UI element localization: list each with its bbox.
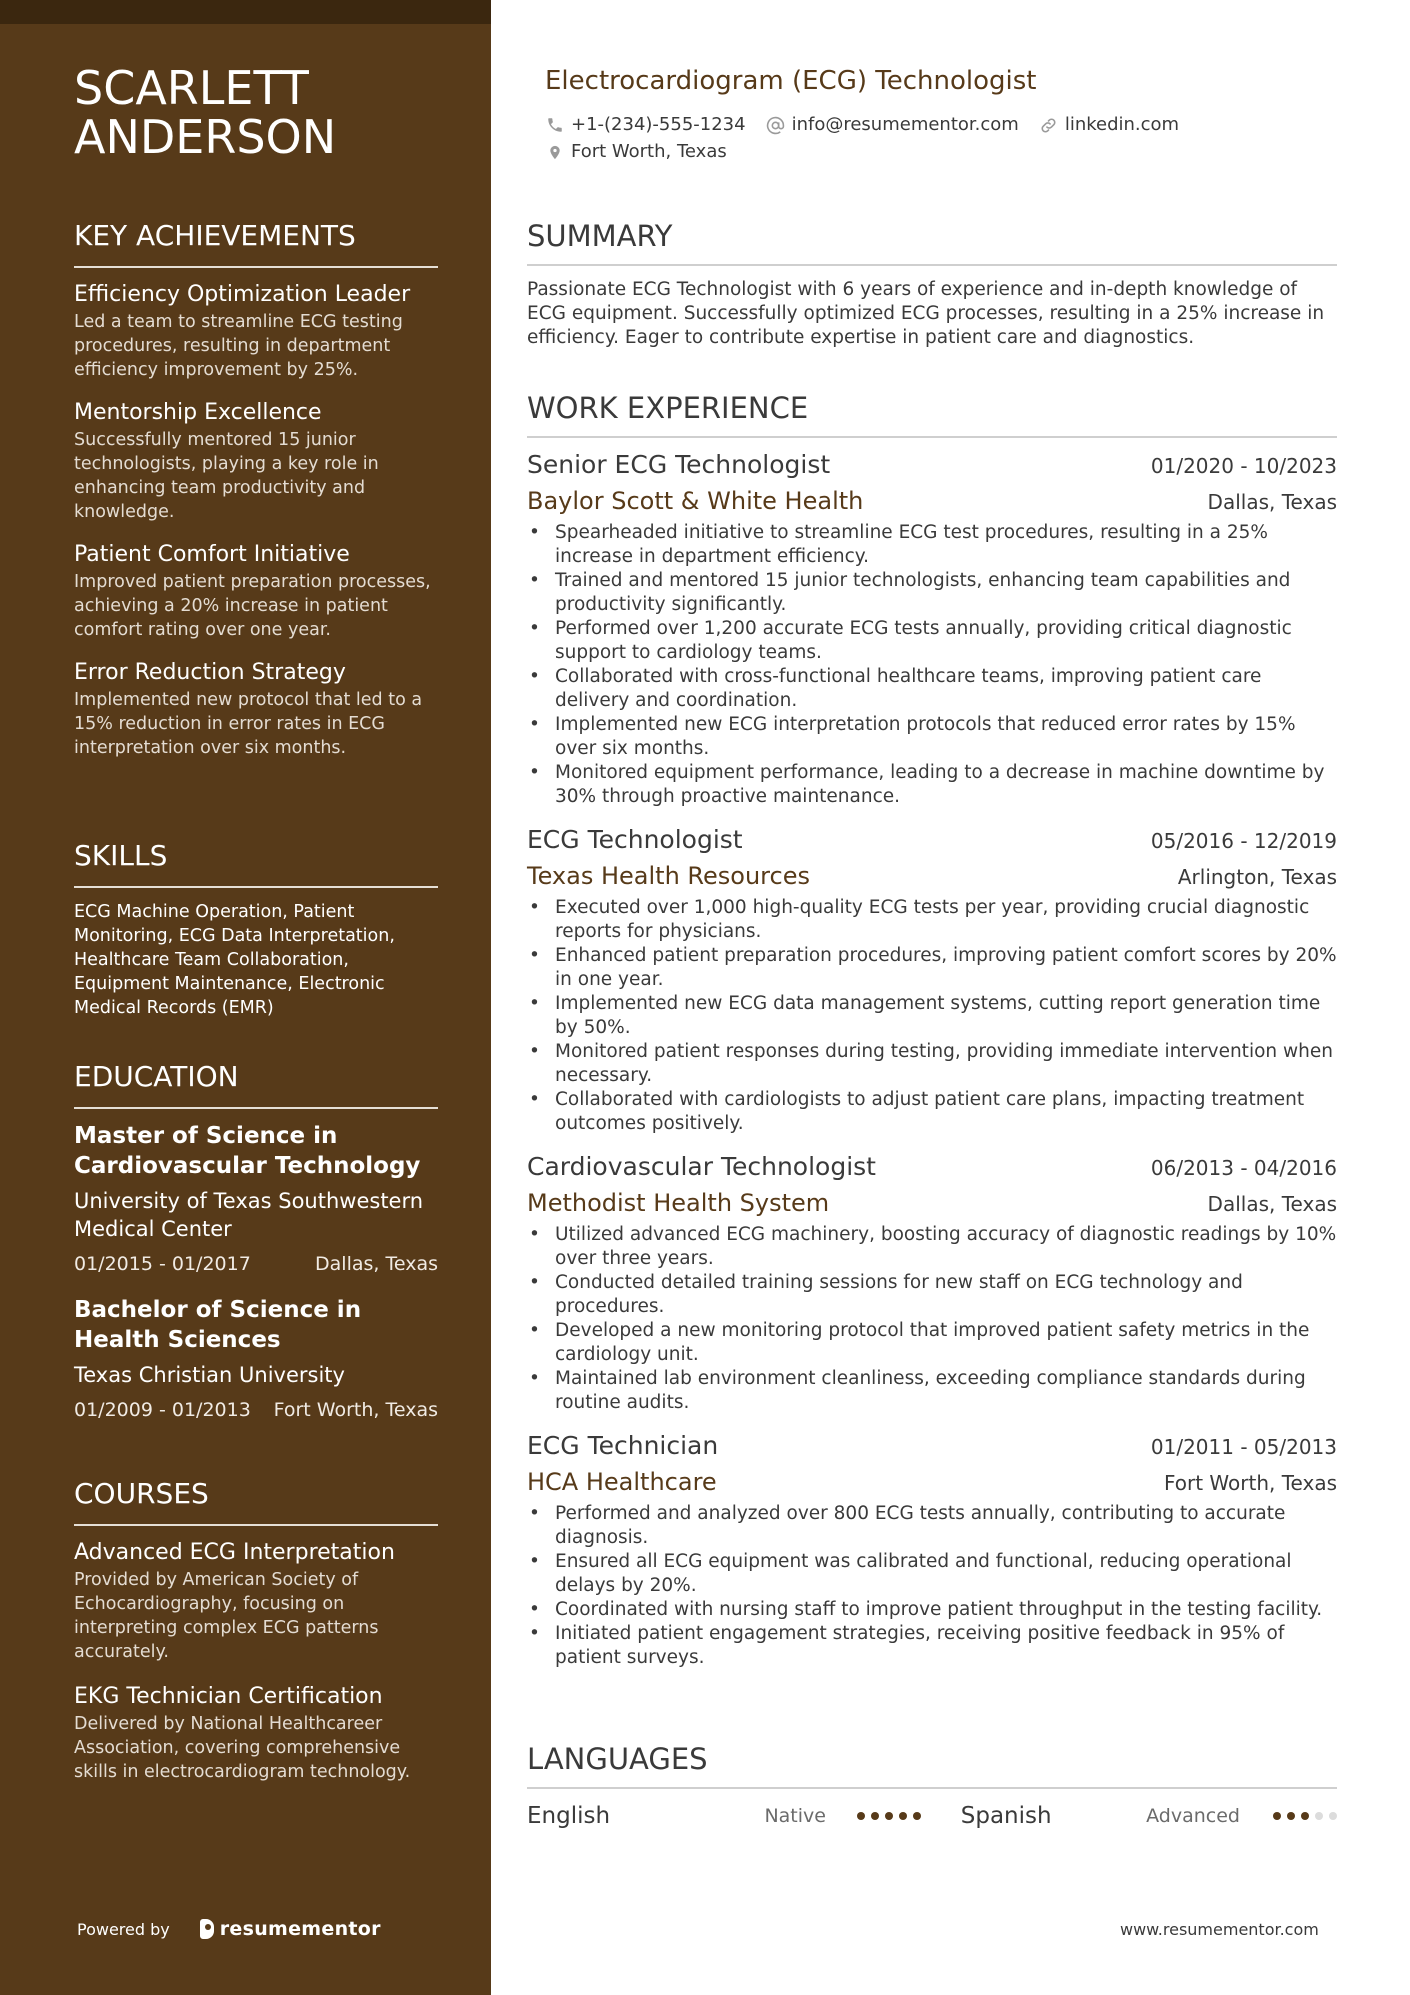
job-role: Cardiovascular Technologist — [527, 1152, 876, 1181]
sidebar-top-band — [0, 0, 491, 24]
job-bullet: • Performed and analyzed over 800 ECG tests annually, contributing to accurate diagnosis. — [527, 1502, 1337, 1550]
achievement-title: Patient Comfort Initiative — [74, 542, 350, 567]
contact-location — [545, 139, 727, 165]
contact-row — [545, 112, 1305, 138]
rating-dot-filled — [899, 1812, 907, 1820]
job-bullet: • Collaborated with cardiologists to adjust patient care plans, impacting treatment outcomes positively. — [527, 1088, 1337, 1136]
education-item — [74, 1121, 438, 1277]
phone-text: +1-(234)-555-1234 — [571, 114, 746, 135]
contact-row — [545, 139, 1305, 165]
school: University of Texas Southwestern Medical Center — [74, 1189, 424, 1241]
skills-section — [74, 838, 438, 1020]
job-header — [527, 448, 1337, 482]
achievement-title: Efficiency Optimization Leader — [74, 282, 411, 307]
job-bullet: • Executed over 1,000 high-quality ECG tests per year, providing crucial diagnostic reports for physicians. — [527, 896, 1337, 944]
job-bullet: • Implemented new ECG interpretation protocols that reduced error rates by 15% over six months. — [527, 713, 1337, 761]
school: Texas Christian University — [74, 1363, 345, 1387]
job-bullet: • Collaborated with cross-functional healthcare teams, improving patient care delivery and coordination. — [527, 665, 1337, 713]
job-location: Fort Worth, Texas — [1163, 1471, 1337, 1495]
rating-dot-filled — [871, 1812, 879, 1820]
language-name: English — [527, 1803, 611, 1829]
education-heading: EDUCATION — [74, 1059, 438, 1109]
degree: Bachelor of Science in Health Sciences — [74, 1297, 362, 1353]
job-subheader — [527, 486, 1337, 517]
job-bullet: • Trained and mentored 15 junior technologists, enhancing team capabilities and productivity significantly. — [527, 569, 1337, 617]
job-header — [527, 1429, 1337, 1463]
achievement-title: Mentorship Excellence — [74, 400, 322, 425]
experience-section — [527, 390, 1337, 1670]
job-company: Baylor Scott & White Health — [527, 487, 864, 515]
achievement-title: Error Reduction Strategy — [74, 660, 346, 685]
sidebar — [0, 0, 491, 1995]
contact-phone[interactable] — [545, 112, 746, 138]
achievement-item — [74, 398, 438, 524]
last-name: ANDERSON — [74, 110, 337, 164]
job-location: Dallas, Texas — [1207, 1192, 1337, 1216]
job-dates: 01/2020 - 10/2023 — [1150, 454, 1337, 478]
rating-dot-filled — [1273, 1812, 1281, 1820]
achievement-desc: Successfully mentored 15 junior technologists, playing a key role in enhancing team productivity and knowledge. — [74, 430, 379, 522]
summary-section — [527, 218, 1337, 350]
email-text: info@resumementor.com — [791, 114, 1019, 135]
job-company: Texas Health Resources — [527, 862, 810, 890]
language-level: Advanced — [1146, 1805, 1240, 1827]
job-location: Dallas, Texas — [1207, 490, 1337, 514]
rating-dot-empty — [1315, 1812, 1323, 1820]
education-meta — [74, 1397, 438, 1423]
rating-dot-empty — [1329, 1812, 1337, 1820]
job-entry — [527, 1429, 1337, 1670]
contact-linkedin[interactable] — [1039, 112, 1179, 138]
job-bullet: • Utilized advanced ECG machinery, boosting accuracy of diagnostic readings by 10% over three years. — [527, 1223, 1337, 1271]
education-location: Fort Worth, Texas — [273, 1399, 438, 1421]
education-location: Dallas, Texas — [315, 1253, 438, 1275]
course-item — [74, 1682, 438, 1784]
course-item — [74, 1538, 438, 1664]
skills-list: ECG Machine Operation, Patient Monitoring, ECG Data Interpretation, Healthcare Team Collaboration, Equipment Maintenance, Electronic Medical Records (EMR) — [74, 902, 395, 1018]
linkedin-text: linkedin.com — [1064, 114, 1180, 135]
job-dates: 05/2016 - 12/2019 — [1150, 829, 1337, 853]
achievement-desc: Led a team to streamline ECG testing procedures, resulting in department efficiency improvement by 25%. — [74, 312, 403, 380]
job-dates: 01/2011 - 05/2013 — [1150, 1435, 1337, 1459]
course-desc: Provided by American Society of Echocardiography, focusing on interpreting complex ECG patterns accurately. — [74, 1570, 379, 1662]
job-bullet: • Spearheaded initiative to streamline ECG test procedures, resulting in a 25% increase in department efficiency. — [527, 521, 1337, 569]
contact-info — [545, 112, 1305, 165]
link-icon — [1039, 115, 1059, 135]
experience-heading: WORK EXPERIENCE — [527, 390, 1337, 438]
achievement-desc: Implemented new protocol that led to a 15% reduction in error rates in ECG interpretation over six months. — [74, 690, 423, 758]
job-title: Electrocardiogram (ECG) Technologist — [545, 66, 1037, 96]
achievement-desc: Improved patient preparation processes, achieving a 20% increase in patient comfort rating over one year. — [74, 572, 431, 640]
rating-dot-filled — [913, 1812, 921, 1820]
job-company: Methodist Health System — [527, 1189, 830, 1217]
job-bullet: • Monitored equipment performance, leading to a decrease in machine downtime by 30% through proactive maintenance. — [527, 761, 1337, 809]
job-bullet: • Conducted detailed training sessions for new staff on ECG technology and procedures. — [527, 1271, 1337, 1319]
job-bullet: • Developed a new monitoring protocol that improved patient safety metrics in the cardiology unit. — [527, 1319, 1337, 1367]
job-entry — [527, 823, 1337, 1136]
job-company: HCA Healthcare — [527, 1468, 717, 1496]
course-title: EKG Technician Certification — [74, 1684, 383, 1709]
achievements-section — [74, 218, 438, 760]
rating-dot-filled — [1287, 1812, 1295, 1820]
footer-website[interactable]: www.resumementor.com — [1120, 1920, 1319, 1939]
brand-logo[interactable] — [200, 1918, 381, 1940]
job-bullets — [527, 1502, 1337, 1670]
language-level: Native — [764, 1805, 826, 1827]
language-rating — [1273, 1812, 1337, 1820]
contact-email[interactable] — [766, 112, 1019, 138]
courses-heading: COURSES — [74, 1476, 438, 1526]
course-desc: Delivered by National Healthcareer Association, covering comprehensive skills in electrocardiogram technology. — [74, 1714, 411, 1782]
achievement-item — [74, 280, 438, 382]
job-header — [527, 1150, 1337, 1184]
rating-dot-filled — [1301, 1812, 1309, 1820]
job-role: ECG Technician — [527, 1431, 719, 1460]
powered-by — [77, 1918, 381, 1940]
rating-dot-filled — [857, 1812, 865, 1820]
at-icon — [766, 115, 786, 135]
languages-section — [527, 1741, 1337, 1831]
job-bullets — [527, 521, 1337, 809]
language-name: Spanish — [960, 1803, 1052, 1829]
job-bullet: • Ensured all ECG equipment was calibrated and functional, reducing operational delays by 20%. — [527, 1550, 1337, 1598]
job-bullets — [527, 896, 1337, 1136]
degree: Master of Science in Cardiovascular Technology — [74, 1123, 421, 1179]
education-meta — [74, 1251, 438, 1277]
languages-row — [527, 1801, 1337, 1831]
candidate-name — [74, 61, 337, 164]
location-text: Fort Worth, Texas — [571, 141, 727, 162]
achievements-heading: KEY ACHIEVEMENTS — [74, 218, 438, 268]
education-item — [74, 1295, 438, 1423]
job-bullet: • Maintained lab environment cleanliness, exceeding compliance standards during routine audits. — [527, 1367, 1337, 1415]
job-bullet: • Enhanced patient preparation procedures, improving patient comfort scores by 20% in one year. — [527, 944, 1337, 992]
course-title: Advanced ECG Interpretation — [74, 1540, 395, 1565]
job-bullet: • Implemented new ECG data management systems, cutting report generation time by 50%. — [527, 992, 1337, 1040]
job-subheader — [527, 861, 1337, 892]
location-pin-icon — [545, 142, 565, 162]
achievement-item — [74, 540, 438, 642]
job-entry — [527, 448, 1337, 809]
first-name: SCARLETT — [74, 61, 309, 115]
job-bullets — [527, 1223, 1337, 1415]
powered-by-label: Powered by — [77, 1919, 170, 1939]
job-subheader — [527, 1188, 1337, 1219]
education-section — [74, 1059, 438, 1423]
summary-heading: SUMMARY — [527, 218, 1337, 266]
brand-name: resumementor — [219, 1918, 381, 1940]
language-rating — [857, 1812, 946, 1820]
job-dates: 06/2013 - 04/2016 — [1150, 1156, 1337, 1180]
education-dates: 01/2015 - 01/2017 — [74, 1253, 251, 1275]
job-entry — [527, 1150, 1337, 1415]
education-dates: 01/2009 - 01/2013 — [74, 1399, 251, 1421]
phone-icon — [545, 115, 565, 135]
job-role: ECG Technologist — [527, 825, 743, 854]
languages-heading: LANGUAGES — [527, 1741, 1337, 1789]
job-header — [527, 823, 1337, 857]
achievement-item — [74, 658, 438, 760]
courses-section — [74, 1476, 438, 1784]
skills-heading: SKILLS — [74, 838, 438, 888]
brand-logo-icon — [200, 1919, 214, 1939]
job-bullet: • Coordinated with nursing staff to improve patient throughput in the testing facility. — [527, 1598, 1337, 1622]
job-role: Senior ECG Technologist — [527, 450, 831, 479]
rating-dot-filled — [885, 1812, 893, 1820]
job-location: Arlington, Texas — [1177, 865, 1337, 889]
job-bullet: • Monitored patient responses during testing, providing immediate intervention when necessary. — [527, 1040, 1337, 1088]
job-bullet: • Performed over 1,200 accurate ECG tests annually, providing critical diagnostic support to cardiology teams. — [527, 617, 1337, 665]
job-subheader — [527, 1467, 1337, 1498]
summary-text: Passionate ECG Technologist with 6 years of experience and in-depth knowledge of ECG equipment. Successfully optimized ECG processes, resulting in a 25% increase in efficiency. Eager to contribute expertise in patient care and diagnostics. — [527, 279, 1325, 348]
job-bullet: • Initiated patient engagement strategies, receiving positive feedback in 95% of patient surveys. — [527, 1622, 1337, 1670]
